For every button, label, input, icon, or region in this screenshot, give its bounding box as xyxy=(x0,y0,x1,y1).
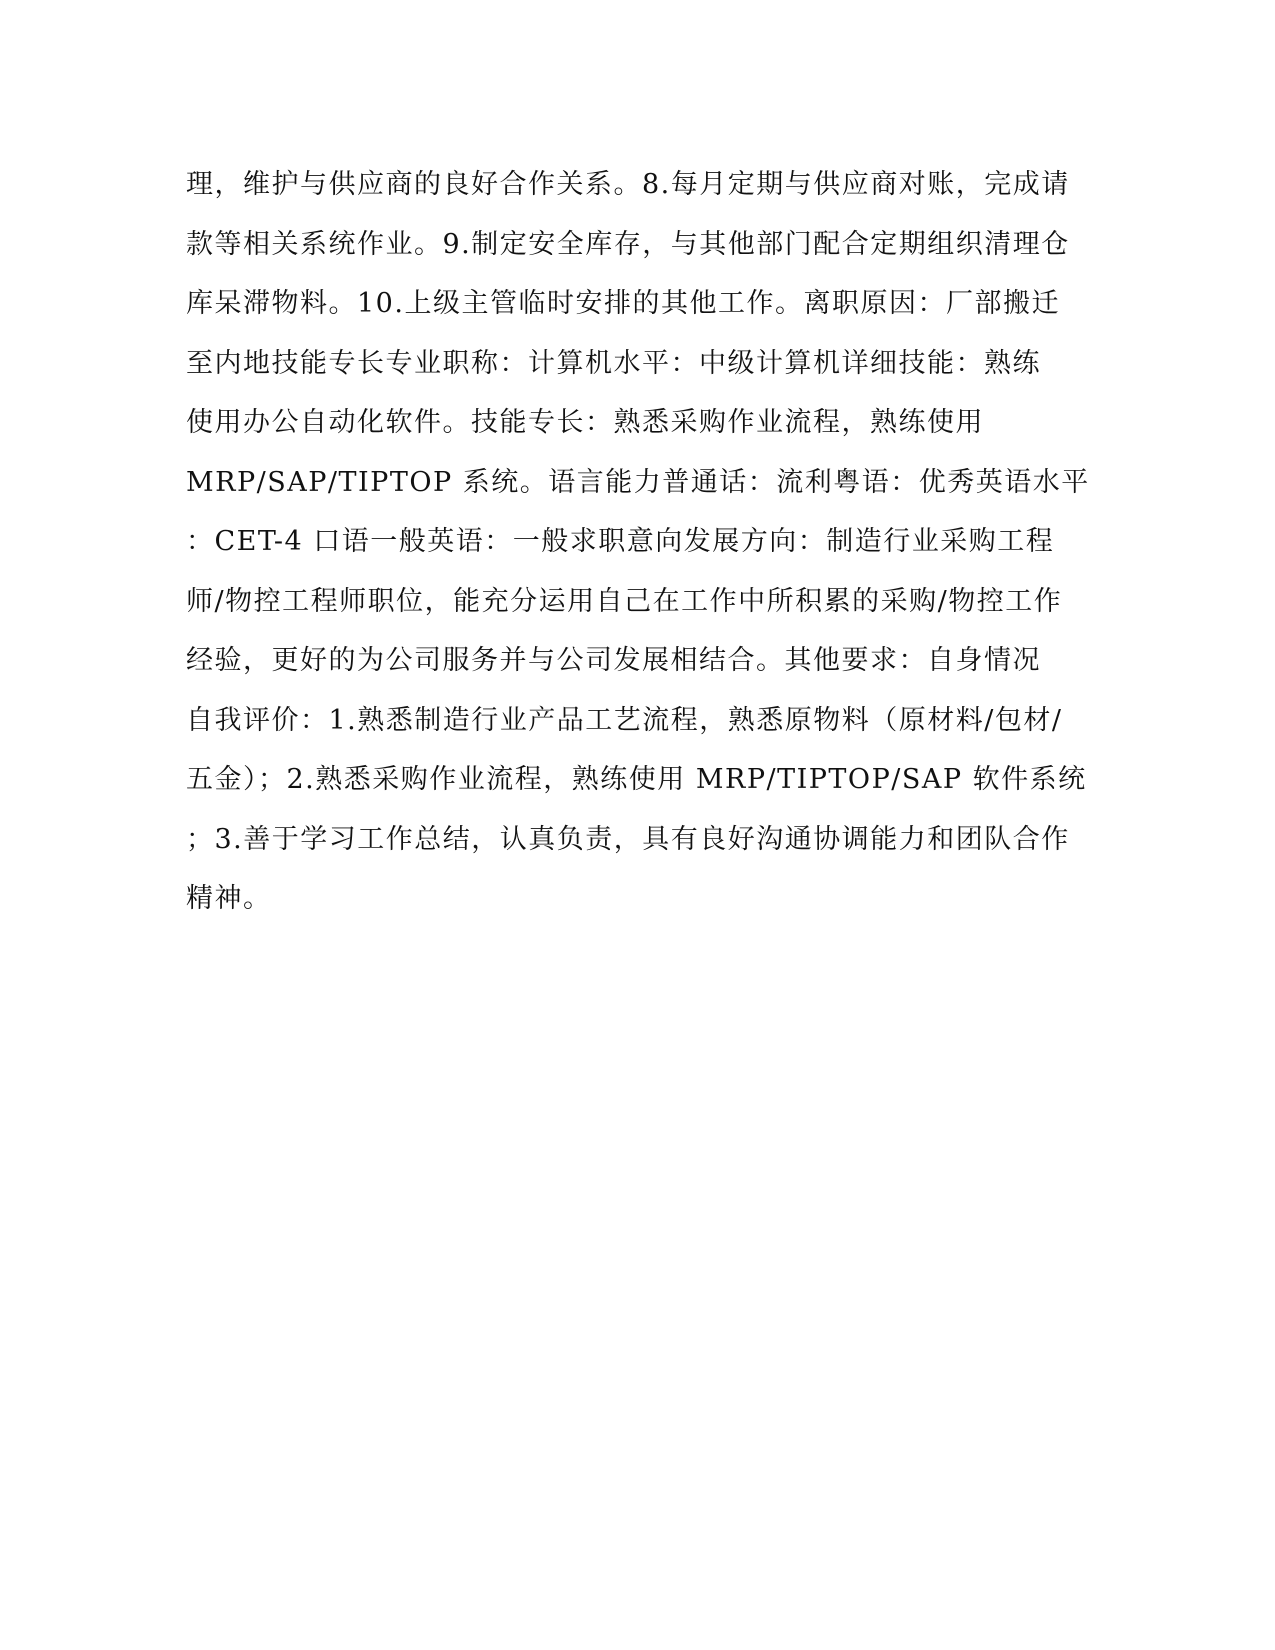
text-line: 师/物控工程师职位，能充分运用自己在工作中所积累的采购/物控工作 xyxy=(186,585,1063,617)
text-line: 精神。 xyxy=(186,883,272,914)
body-text xyxy=(186,164,1090,938)
text-line: MRP/SAP/TIPTOP 系统。语言能力普通话：流利粤语：优秀英语水平 xyxy=(186,466,1090,498)
text-line: 使用办公自动化软件。技能专长：熟悉采购作业流程，熟练使用 xyxy=(186,407,984,438)
text-line: 自我评价：1.熟悉制造行业产品工艺流程，熟悉原物料（原材料/包材/ xyxy=(186,704,1063,736)
text-line: ：CET-4 口语一般英语：一般求职意向发展方向：制造行业采购工程 xyxy=(186,526,1055,557)
text-line: 理，维护与供应商的良好合作关系。8.每月定期与供应商对账，完成请 xyxy=(186,169,1070,200)
text-line: 至内地技能专长专业职称：计算机水平：中级计算机详细技能：熟练 xyxy=(186,347,1041,379)
text-line: 款等相关系统作业。9.制定安全库存，与其他部门配合定期组织清理仓 xyxy=(186,228,1070,260)
text-line: 库呆滞物料。10.上级主管临时安排的其他工作。离职原因：厂部搬迁 xyxy=(186,288,1060,319)
text-line: 五金）；2.熟悉采购作业流程，熟练使用 MRP/TIPTOP/SAP 软件系统 xyxy=(186,764,1087,795)
text-line: 经验，更好的为公司服务并与公司发展相结合。其他要求：自身情况 xyxy=(186,645,1041,676)
text-line: ；3.善于学习工作总结，认真负责，具有良好沟通协调能力和团队合作 xyxy=(186,823,1070,855)
